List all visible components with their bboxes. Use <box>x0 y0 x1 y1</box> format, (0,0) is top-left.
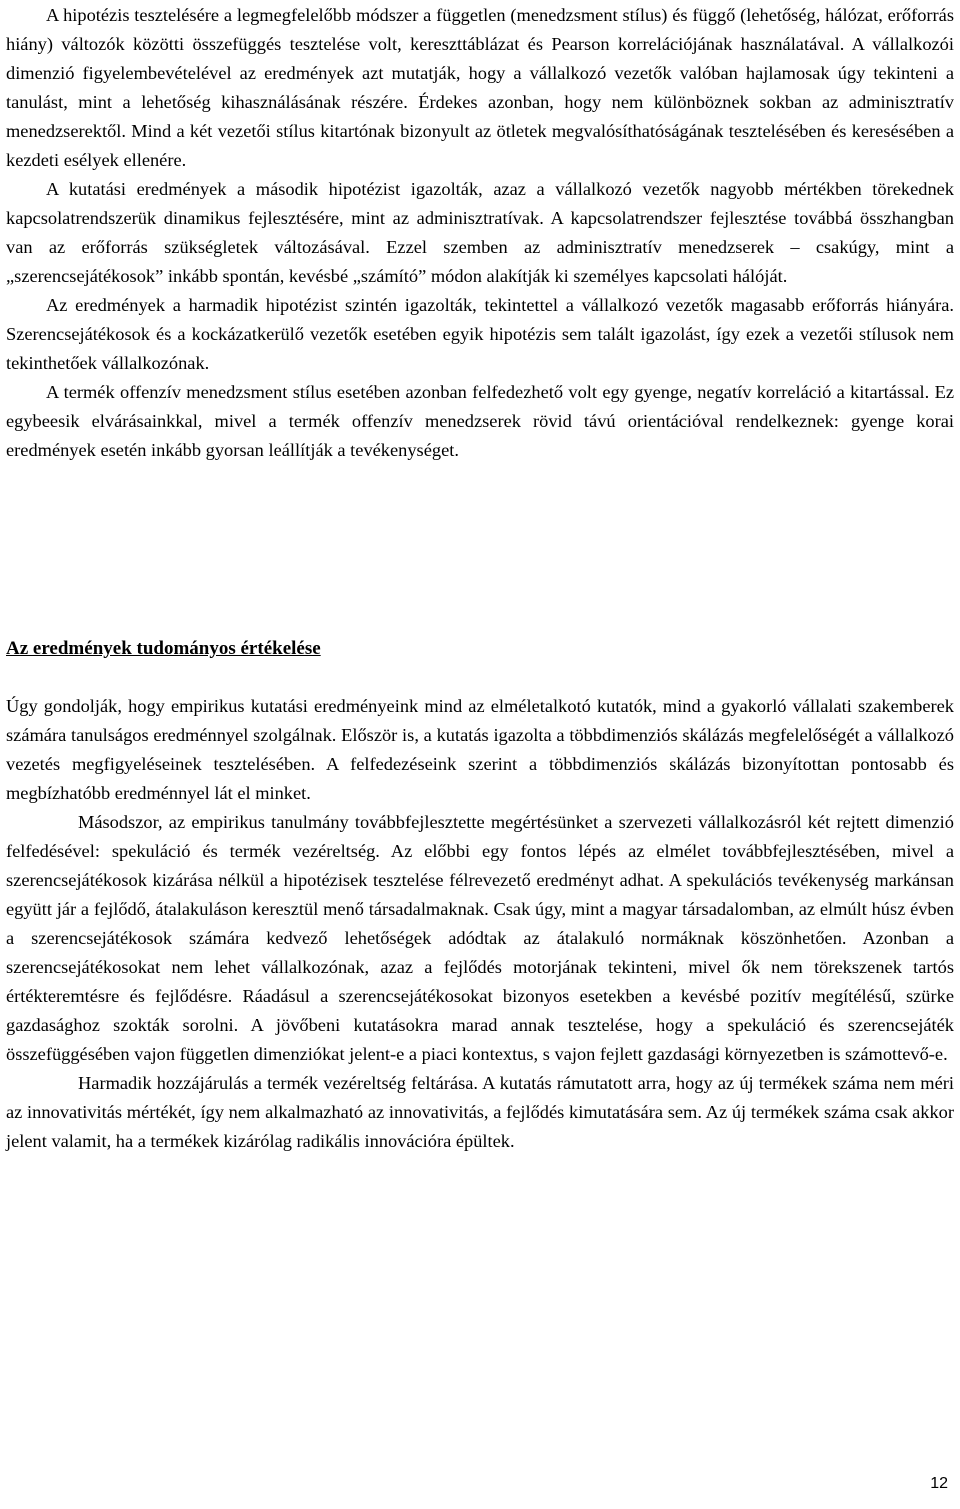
paragraph-product-offensive: A termék offenzív menedzsment stílus esetében azonban felfedezhető volt egy gyenge, negatív korreláció a kitartással. Ez egybeesik elvárásainkkal, mivel a termék offenzív menedzserek rövid távú orientációval rendelkeznek: gyenge korai eredmények esetén inkább gyorsan leállítják a tevékenységet. <box>6 382 954 460</box>
paragraph-third-contribution: Harmadik hozzájárulás a termék vezéreltség feltárása. A kutatás rámutatott arra, hogy az új termékek száma nem méri az innovativitás mértékét, így nem alkalmazható az innovativitás, a fejlődés kimutatására sem. Az új termékek száma csak akkor jelent valamit, ha a termékek kizárólag radikális innovációra épültek. <box>6 1073 954 1151</box>
paragraph-first-contribution: Úgy gondolják, hogy empirikus kutatási eredményeink mind az elméletalkotó kutatók, mind a gyakorló vállalati szakemberek számára tanulságos eredménnyel szolgálnak. Először is, a kutatás igazolta a többdimenziós skálázás megfelelőségét a vállalkozó vezetés megfigyeléseinek tesztelésében. A felfedezéseink szerint a többdimenziós skálázás bizonyítottan pontosabb és megbízhatóbb eredménnyel lát el minket. <box>6 696 954 803</box>
paragraph-hypothesis-testing: A hipotézis tesztelésére a legmegfelelőbb módszer a független (menedzsment stílus) és függő (lehetőség, hálózat, erőforrás hiány) változók közötti összefüggés tesztelése volt, kereszttáblázat és Pearson korrelációjának használatával. A vállalkozói dimenzió figyelembevételével az eredmények azt mutatják, hogy a vállalkozó vezetők valóban hajlamosak úgy tekinteni a tanulást, mint a lehetőség kihasználásának részére. Érdekes azonban, hogy nem különböznek sokban az adminisztratív menedzserektől. Mind a két vezetői stílus kitartónak bizonyult az ötletek megvalósíthatóságának tesztelésében és keresésében a kezdeti esélyek ellenére. <box>6 5 954 170</box>
results-section <box>6 1 954 465</box>
evaluation-section <box>6 692 954 1156</box>
paragraph-third-hypothesis: Az eredmények a harmadik hipotézist szintén igazolták, tekintettel a vállalkozó vezetők magasabb erőforrás hiányára. Szerencsejátékosok és a kockázatkerülő vezetők esetében egyik hipotézis sem talált igazolást, így ezek a vezetői stílusok nem tekinthetőek vállalkozónak. <box>6 295 954 373</box>
section-heading: Az eredmények tudományos értékelése <box>6 638 321 659</box>
paragraph-second-hypothesis: A kutatási eredmények a második hipotézist igazolták, azaz a vállalkozó vezetők nagyobb mértékben törekednek kapcsolatrendszerük dinamikus fejlesztésére, mint az adminisztratívak. A kapcsolatrendszer fejlesztése továbbá összhangban van az erőforrás szükségletek változásával. Ezzel szemben az adminisztratív menedzserek – csakúgy, mint a „szerencsejátékosok” inkább spontán, kevésbé „számító” módon alakítják ki személyes kapcsolati hálóját. <box>6 179 954 286</box>
paragraph-second-contribution: Másodszor, az empirikus tanulmány továbbfejlesztette megértésünket a szervezeti vállalkozásról két rejtett dimenzió felfedésével: spekuláció és termék vezéreltség. Az előbbi egy fontos lépés az elmélet továbbfejlesztésében, mivel a szerencsejátékosok kizárása nélkül a hipotézisek tesztelése félrevezető eredményt adhat. A spekulációs tevékenység markánsan együtt jár a fejlődő, átalakuláson keresztül menő társadalmaknak. Csak úgy, mint a magyar társadalomban, az elmúlt húsz évben a szerencsejátékosok számára kedvező lehetőségek adódtak az átalakuló normáknak köszönhetően. Azonban a szerencsejátékosokat nem lehet vállalkozónak, azaz a fejlődés motorjának tekinteni, mivel ők nem törekszenek tartós értékteremtésre és fejlődésre. Ráadásul a szerencsejátékosokat bizonyos esetekben a kevésbé pozitív megítélésű, szürke gazdasághoz szokták sorolni. A jövőbeni kutatásokra marad annak tesztelése, hogy a spekuláció és szerencsejáték összefüggésében vajon független dimenziókat jelent-e a piaci kontextus, s vajon fejlett gazdasági környezetben is számottevő-e. <box>6 812 954 1064</box>
page-number: 12 <box>930 1475 948 1492</box>
